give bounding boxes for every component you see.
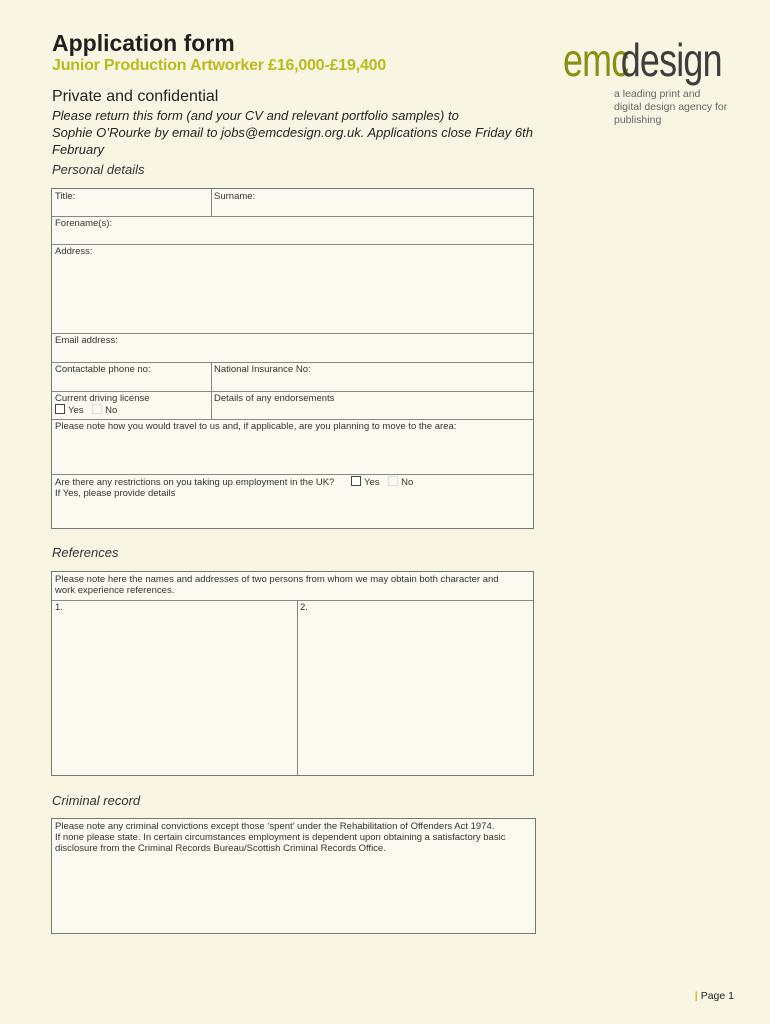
job-title: Junior Production Artworker £16,000-£19,400: [52, 57, 387, 74]
license-no-label: No: [105, 405, 118, 416]
travel-field[interactable]: [52, 419, 533, 474]
tagline-line-1: a leading print and: [614, 88, 701, 100]
phone-field[interactable]: [52, 362, 211, 391]
endorsements-label: Details of any endorsements: [214, 393, 335, 404]
criminal-note-line-2: If none please state. In certain circumstances employment is dependent upon obtaining a satisfactory basic: [55, 832, 506, 843]
private-heading: Private and confidential: [52, 88, 219, 105]
tagline-line-2: digital design agency for: [614, 101, 728, 113]
driving-license-field: [52, 391, 211, 419]
restrictions-no-checkbox[interactable]: [388, 476, 398, 486]
criminal-note-line-3: disclosure from the Criminal Records Bureau/Scottish Criminal Records Office.: [55, 843, 386, 854]
logo-suffix: design: [620, 34, 722, 87]
ni-number-label: National Insurance No:: [214, 364, 311, 375]
intro-text: [52, 107, 572, 158]
forenames-label: Forename(s):: [55, 218, 113, 229]
references-heading: References: [52, 545, 119, 560]
ni-number-field[interactable]: [211, 362, 533, 391]
page-marker: |: [694, 990, 698, 1002]
surname-label: Surname:: [214, 191, 256, 202]
references-note: [52, 572, 533, 600]
title-label: Title:: [55, 191, 76, 202]
tagline-line-3: publishing: [614, 114, 662, 126]
personal-details-heading: Personal details: [52, 162, 145, 177]
restrictions-no-label: No: [401, 477, 414, 488]
forenames-field[interactable]: [52, 216, 533, 244]
references-note-line-2: work experience references.: [55, 585, 175, 596]
references-note-line-1: Please note here the names and addresses of two persons from whom we may obtain both character and: [55, 574, 499, 585]
restrictions-yes-checkbox[interactable]: [351, 476, 361, 486]
criminal-note-line-1: Please note any criminal convictions except those ‘spent’ under the Rehabilitation of Offenders Act 1974.: [55, 821, 495, 832]
title-field[interactable]: [52, 189, 211, 216]
page-number: [695, 990, 734, 1002]
criminal-record-heading: Criminal record: [52, 793, 141, 808]
logo-prefix: emc: [563, 34, 629, 87]
license-yes-label: Yes: [68, 405, 84, 416]
reference-1-field[interactable]: [52, 600, 297, 775]
restrictions-yes-label: Yes: [363, 477, 380, 488]
endorsements-field[interactable]: [211, 391, 533, 419]
brand-tagline: [614, 88, 754, 127]
address-label: Address:: [55, 246, 93, 257]
page-label: Page 1: [700, 990, 734, 1002]
license-yes-checkbox[interactable]: [55, 404, 65, 414]
reference-1-label: 1.: [55, 602, 63, 613]
intro-line-2: Sophie O’Rourke by email to jobs@emcdesign.org.uk. Applications close Friday 6th February: [52, 125, 533, 157]
surname-field[interactable]: [211, 189, 533, 216]
criminal-record-note: [52, 819, 535, 859]
phone-label: Contactable phone no:: [55, 364, 151, 375]
personal-details-form: [51, 188, 534, 529]
restrictions-field: [52, 474, 533, 528]
address-field[interactable]: [52, 244, 533, 333]
references-form: [51, 571, 534, 776]
travel-label: Please note how you would travel to us and, if applicable, are you planning to move to the area:: [55, 421, 457, 432]
restrictions-details-label: If Yes, please provide details: [55, 488, 176, 499]
form-title: Application form: [52, 30, 235, 56]
email-field[interactable]: [52, 333, 533, 362]
intro-line-1: Please return this form (and your CV and relevant portfolio samples) to: [52, 108, 459, 123]
criminal-record-field[interactable]: [51, 818, 536, 934]
restrictions-label: Are there any restrictions on you taking up employment in the UK?: [55, 477, 335, 488]
driving-license-label: Current driving license: [55, 393, 150, 404]
reference-2-field[interactable]: [297, 600, 533, 775]
reference-2-label: 2.: [300, 602, 308, 613]
email-label: Email address:: [55, 335, 118, 346]
license-no-checkbox[interactable]: [92, 404, 102, 414]
emcdesign-logo: [563, 28, 743, 90]
